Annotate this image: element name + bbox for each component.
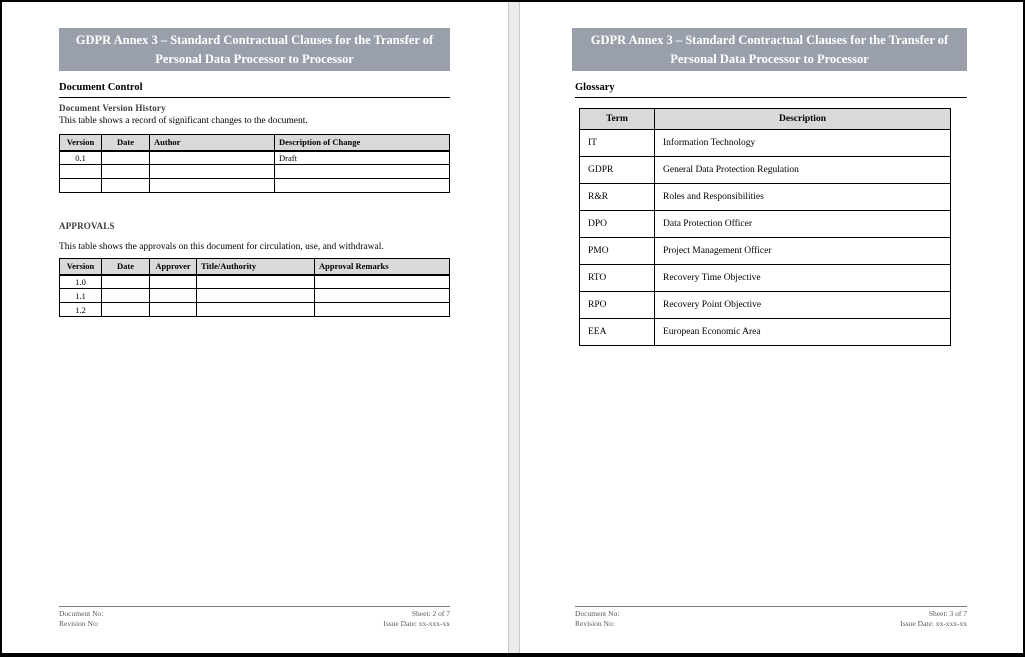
table-header-row bbox=[580, 109, 951, 130]
table-cell: DPO bbox=[580, 211, 655, 238]
table-cell: GDPR bbox=[580, 157, 655, 184]
column-header: Version bbox=[60, 135, 102, 151]
table-cell: Information Technology bbox=[655, 130, 951, 157]
table-cell bbox=[102, 165, 150, 179]
table-cell bbox=[150, 289, 197, 303]
document-title: GDPR Annex 3 – Standard Contractual Clauses for the Transfer of Personal Data Processor to Processor bbox=[590, 32, 949, 66]
column-header: Description of Change bbox=[275, 135, 450, 151]
table-cell bbox=[315, 275, 450, 289]
table-cell: Draft bbox=[275, 151, 450, 165]
footer-revision-no: Revision No: bbox=[575, 618, 615, 628]
approvals-heading: APPROVALS bbox=[59, 221, 115, 231]
page-gap bbox=[508, 2, 520, 653]
column-header: Author bbox=[150, 135, 275, 151]
table-row bbox=[60, 275, 450, 289]
glossary-table bbox=[579, 108, 951, 346]
table-cell bbox=[150, 303, 197, 317]
table-cell bbox=[315, 303, 450, 317]
table-row bbox=[60, 303, 450, 317]
table-cell: 0.1 bbox=[60, 151, 102, 165]
table-row bbox=[580, 211, 951, 238]
column-header: Description bbox=[655, 109, 951, 130]
table-cell bbox=[315, 289, 450, 303]
footer-right bbox=[900, 609, 967, 628]
column-header: Approver bbox=[150, 259, 197, 275]
version-history-heading: Document Version History bbox=[59, 103, 166, 113]
table-cell: 1.1 bbox=[60, 289, 102, 303]
table-cell bbox=[60, 165, 102, 179]
footer-issue-date: Issue Date: xx-xxx-xx bbox=[900, 618, 967, 628]
table-cell bbox=[102, 151, 150, 165]
document-page-2 bbox=[2, 2, 508, 653]
page-footer bbox=[59, 606, 450, 628]
table-cell: PMO bbox=[580, 238, 655, 265]
footer-left bbox=[59, 609, 103, 628]
table-row bbox=[580, 319, 951, 346]
column-header: Date bbox=[102, 135, 150, 151]
document-title-banner bbox=[572, 28, 967, 71]
table-cell: IT bbox=[580, 130, 655, 157]
table-row bbox=[60, 165, 450, 179]
table-header-row bbox=[60, 135, 450, 151]
page-footer bbox=[575, 606, 967, 628]
table-cell: Roles and Responsibilities bbox=[655, 184, 951, 211]
footer-right bbox=[383, 609, 450, 628]
column-header: Date bbox=[102, 259, 150, 275]
table-cell: Recovery Point Objective bbox=[655, 292, 951, 319]
table-cell bbox=[150, 165, 275, 179]
approvals-intro: This table shows the approvals on this document for circulation, use, and withdrawal. bbox=[59, 242, 384, 252]
table-cell: 1.0 bbox=[60, 275, 102, 289]
document-title-banner bbox=[59, 28, 450, 71]
table-cell bbox=[102, 289, 150, 303]
table-cell bbox=[197, 275, 315, 289]
table-cell: RPO bbox=[580, 292, 655, 319]
table-cell: Project Management Officer bbox=[655, 238, 951, 265]
table-cell: Data Protection Officer bbox=[655, 211, 951, 238]
table-cell bbox=[150, 179, 275, 193]
column-header: Version bbox=[60, 259, 102, 275]
column-header: Title/Authority bbox=[197, 259, 315, 275]
column-header: Approval Remarks bbox=[315, 259, 450, 275]
footer-left bbox=[575, 609, 619, 628]
table-row bbox=[580, 265, 951, 292]
document-page-3 bbox=[520, 2, 1023, 653]
table-cell: Recovery Time Objective bbox=[655, 265, 951, 292]
table-cell bbox=[150, 275, 197, 289]
footer-revision-no: Revision No: bbox=[59, 618, 99, 628]
table-cell: R&R bbox=[580, 184, 655, 211]
table-cell: 1.2 bbox=[60, 303, 102, 317]
glossary-heading: Glossary bbox=[575, 82, 967, 98]
footer-sheet-number: Sheet: 2 of 7 bbox=[411, 609, 450, 618]
table-cell bbox=[150, 151, 275, 165]
table-row bbox=[580, 157, 951, 184]
table-header-row bbox=[60, 259, 450, 275]
table-cell: EEA bbox=[580, 319, 655, 346]
table-cell bbox=[102, 179, 150, 193]
table-row bbox=[580, 238, 951, 265]
approvals-table bbox=[59, 258, 450, 317]
footer-document-no: Document No: bbox=[59, 609, 104, 618]
table-row bbox=[60, 289, 450, 303]
table-cell bbox=[275, 165, 450, 179]
table-row bbox=[60, 179, 450, 193]
footer-document-no: Document No: bbox=[575, 609, 620, 618]
column-header: Term bbox=[580, 109, 655, 130]
table-row bbox=[60, 151, 450, 165]
table-row bbox=[580, 292, 951, 319]
table-cell bbox=[60, 179, 102, 193]
table-cell bbox=[197, 303, 315, 317]
table-row bbox=[580, 130, 951, 157]
table-cell bbox=[197, 289, 315, 303]
table-cell: RTO bbox=[580, 265, 655, 292]
table-cell bbox=[102, 303, 150, 317]
table-row bbox=[580, 184, 951, 211]
footer-sheet-number: Sheet: 3 of 7 bbox=[928, 609, 967, 618]
document-control-heading: Document Control bbox=[59, 82, 450, 98]
table-cell bbox=[102, 275, 150, 289]
table-cell: General Data Protection Regulation bbox=[655, 157, 951, 184]
table-cell bbox=[275, 179, 450, 193]
table-cell: European Economic Area bbox=[655, 319, 951, 346]
document-title: GDPR Annex 3 – Standard Contractual Clauses for the Transfer of Personal Data Processor to Processor bbox=[75, 32, 434, 66]
version-history-table bbox=[59, 134, 450, 193]
footer-issue-date: Issue Date: xx-xxx-xx bbox=[383, 618, 450, 628]
version-history-intro: This table shows a record of significant changes to the document. bbox=[59, 116, 308, 126]
